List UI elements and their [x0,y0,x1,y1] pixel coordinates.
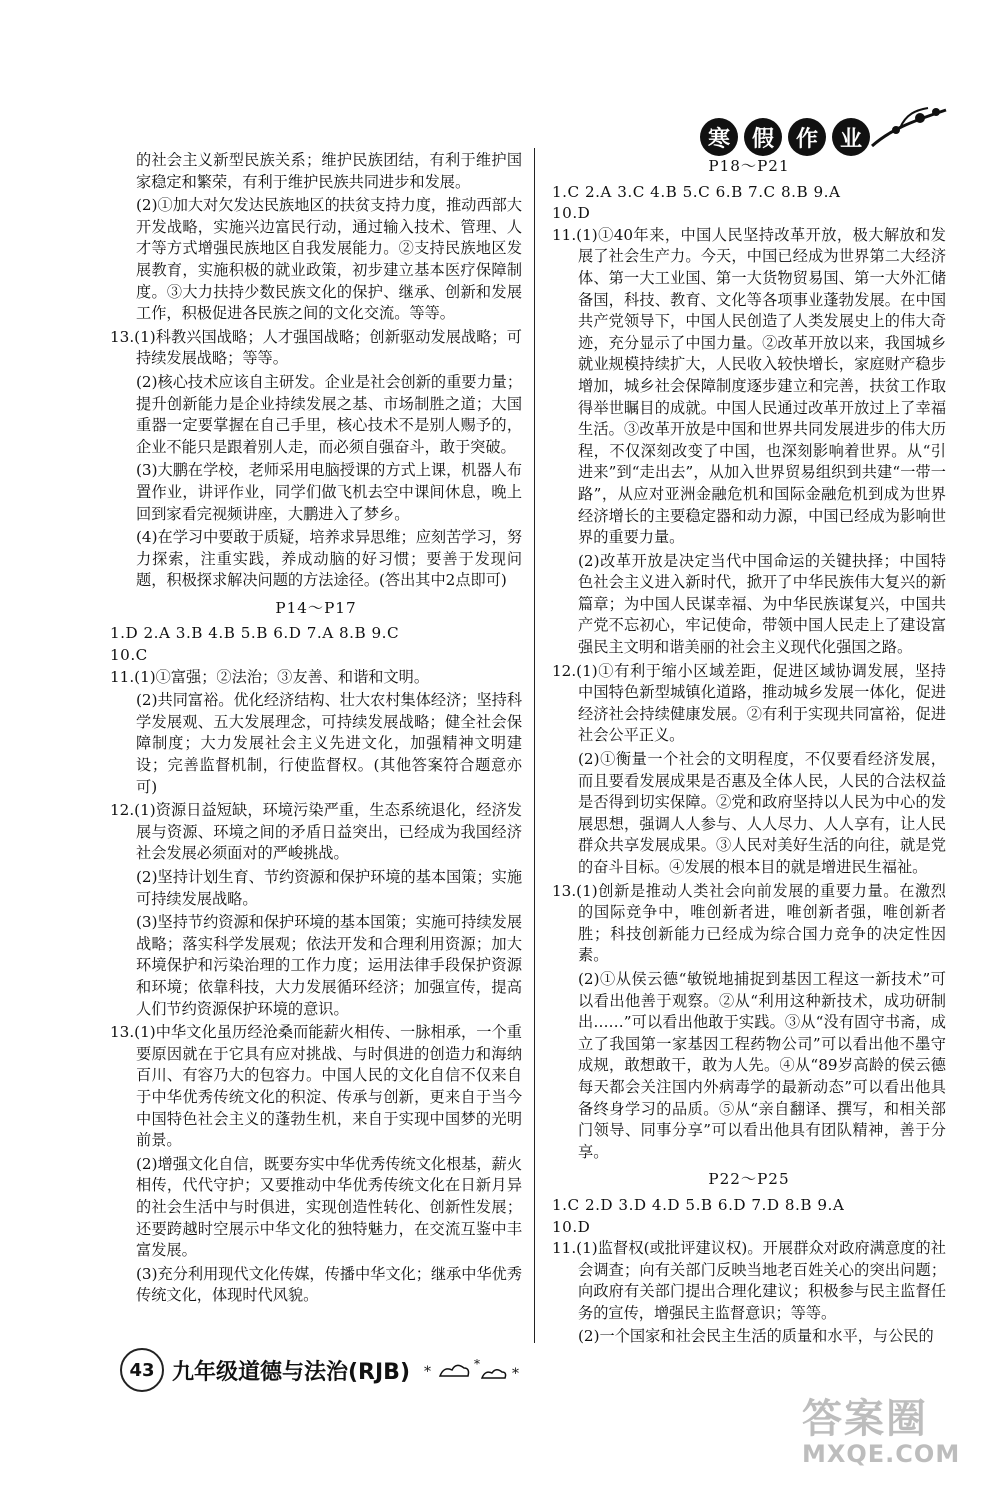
answer-paragraph: (2)核心技术应该自主研发。企业是社会创新的重要力量；提升创新能力是企业持续发展之基、市场制胜之道；大国重器一定要掌握在自己手里，核心技术不是别人赐予的，企业不能只是跟着别人走，而必须自强奋斗，敢于突破。 [136,372,523,456]
watermark [802,1387,978,1477]
answer-paragraph: (3)大鹏在学校，老师采用电脑授课的方式上课，机器人布置作业，讲评作业，同学们做飞机去空中课间休息，晚上回到家看完视频讲座，大鹏进入了梦乡。 [136,461,523,523]
answer-line: 1.D 2.A 3.B 4.B 5.B 6.D 7.A 8.B 9.C [110,624,400,643]
answer-paragraph: (2)一个国家和社会民主生活的质量和水平，与公民的 [578,1327,934,1346]
answer-paragraph: 13.(1)科教兴国战略；人才强国战略；创新驱动发展战略；可持续发展战略；等等。 [110,327,522,368]
plum-branch-icon [870,100,950,150]
answer-paragraph: 13.(1)创新是推动人类社会向前发展的重要力量。在激烈的国际竞争中，唯创新者进，唯创新者强，唯创新者胜；科技创新能力已经成为综合国力竞争的决定性因素。 [552,881,946,965]
cloud-decoration-icon [422,1356,532,1384]
watermark-url: MXQE.COM [802,1440,961,1468]
svg-text:*: * [512,1366,520,1382]
answer-paragraph: 11.(1)监督权(或批评建议权)。开展群众对政府满意度的社会调查；向有关部门反映当地老百姓关心的突出问题；向政府有关部门提出合理化建议；积极参与民主监督任务的宣传，增强民主监督意识；等等。 [552,1239,946,1322]
badge-char: 业 [832,118,870,156]
watermark-logo: 答案圈 [802,1396,928,1442]
answer-paragraph: 的社会主义新型民族关系；维护民族团结，有利于维护国家稳定和繁荣，有利于维护民族共同进步和发展。 [136,151,522,191]
answer-line: 10.C [110,646,148,665]
answer-line: 1.C 2.D 3.D 4.D 5.B 6.D 7.D 8.B 9.A [552,1195,845,1214]
answer-paragraph: (4)在学习中要敢于质疑，培养求异思维；应刻苦学习，努力探索，注重实践，养成动脑的好习惯；要善于发现问题，积极探求解决问题的方法途径。(答出其中2点即可) [136,528,523,590]
answer-paragraph: 11.(1)①富强；②法治；③友善、和谐和文明。 [110,667,430,686]
answer-paragraph: 11.(1)①40年来，中国人民坚持改革开放，极大解放和发展了社会生产力。今天，中国已经成为世界第二大经济体、第一大工业国、第一大货物贸易国、第一大外汇储备国，科技、教育、文化等各项事业蓬勃发展。在中国共产党领导下，中国人民创造了人类发展史上的伟大奇迹，充分显示了中国力量。②改革开放以来，我国城乡就业规模持续扩大，人民收入较快增长，家庭财产稳步增加，城乡社会保障制度逐步建立和完善，扶贫工作取得举世瞩目的成就。中国人民通过改革开放过上了幸福生活。③改革开放是中国和世界共同发展进步的伟大历程，不仅深刻改变了中国，也深刻影响着世界。从“引进来”到“走出去”，从加入世界贸易组织到共建“一带一路”，从应对亚洲金融危机和国际金融危机到成为世界经济增长的主要稳定器和动力源，中国已经成为影响世界的重要力量。 [552,225,946,547]
answer-paragraph: (2)①从侯云德“敏锐地捕捉到基因工程这一新技术”可以看出他善于观察。②从“利用这种新技术，成功研制出……”可以看出他敢于实践。③从“没有固守书斋，成立了我国第一家基因工程药物公司”可以看出他不墨守成规，敢想敢干，敢为人先。④从“89岁高龄的侯云德每天都会关注国内外病毒学的最新动态”可以看出他具备终身学习的品质。⑤从“亲自翻译、撰写，和相关部门领导、同事分享”可以看出他具有团队精神，善于分享。 [578,969,946,1161]
answer-paragraph: (2)①加大对欠发达民族地区的扶贫支持力度，推动西部大开发战略，实施兴边富民行动，通过输入技术、管理、人才等方式增强民族地区自我发展能力。②支持民族地区发展教育，实施积极的就业政策，初步建立基本医疗保障制度。③大力扶持少数民族文化的保护、继承、创新和发展工作，积极促进各民族之间的文化交流。等等。 [136,196,523,323]
answer-paragraph: (2)坚持计划生育、节约资源和保护环境的基本国策；实施可持续发展战略。 [136,868,523,908]
answer-paragraph: (3)充分利用现代文化传媒，传播中华文化；继承中华优秀传统文化，体现时代风貌。 [136,1264,523,1305]
answer-paragraph: (2)①衡量一个社会的文明程度，不仅要看经济发展，而且要看发展成果是否惠及全体人民，人民的合法权益是否得到切实保障。②党和政府坚持以人民为中心的发展思想，强调人人参与、人人尽力、人人享有，让人民群众共享发展成果。③人民对美好生活的向往，就是党的奋斗目标。④发展的根本目的就是增进民生福祉。 [578,750,946,876]
section-title: P22～P25 [708,1170,790,1189]
section-title: P18～P21 [708,157,790,175]
page-number: 43 [120,1348,164,1392]
answer-paragraph: (2)增强文化自信，既要夯实中华优秀传统文化根基，薪火相传，代代守护；又要推动中华优秀传统文化在日新月异的社会生活中与时俱进，实现创造性转化、创新性发展；还要跨越时空展示中华文化的独特魅力，在交流互鉴中丰富发展。 [136,1154,523,1260]
badge-char: 寒 [700,118,738,156]
badge-char: 假 [744,118,782,156]
svg-text:*: * [474,1357,481,1371]
answer-paragraph: (2)改革开放是决定当代中国命运的关键抉择；中国特色社会主义进入新时代，掀开了中华民族伟大复兴的新篇章；为中国人民谋幸福、为中华民族谋复兴，中国共产党不忘初心，牢记使命，带领中国人民走上了建设富强民主文明和谐美丽的社会主义现代化强国之路。 [578,551,946,657]
answer-line: 1.C 2.A 3.C 4.B 5.C 6.B 7.C 8.B 9.A [552,182,841,201]
answer-paragraph: 12.(1)资源日益短缺，环境污染严重，生态系统退化，经济发展与资源、环境之间的矛盾日益突出，已经成为我国经济社会发展必须面对的严峻挑战。 [110,801,522,863]
book-title: 九年级道德与法治(RJB) [172,1359,411,1385]
column-divider [534,148,535,1343]
page-footer [120,1350,560,1390]
left-column [110,150,522,1309]
answer-paragraph: 12.(1)①有利于缩小区域差距，促进区域协调发展，坚持中国特色新型城镇化道路，推动城乡发展一体化，促进经济社会持续健康发展。②有利于实现共同富裕，促进社会公平正义。 [552,661,946,745]
section-title: P14～P17 [275,598,357,617]
answer-line: 10.D [552,1217,591,1236]
answer-paragraph: (2)共同富裕。优化经济结构、壮大农村集体经济；坚持科学发展观、五大发展理念，可持续发展战略；健全社会保障制度；大力发展社会主义先进文化，加强精神文明建设；完善监督机制，行使监督权。(其他答案符合题意亦可) [136,691,523,796]
right-column [552,150,946,1350]
svg-text:*: * [424,1364,432,1380]
badge-char: 作 [788,118,826,156]
answer-paragraph: 13.(1)中华文化虽历经沧桑而能薪火相传、一脉相承，一个重要原因就在于它具有应对挑战、与时俱进的创造力和海纳百川、有容乃大的包容力。中国人民的文化自信不仅来自于中华优秀传统文化的积淀、传承与创新，更来自于当今中国特色社会主义的蓬勃生机，来自于实现中国梦的光明前景。 [110,1023,522,1150]
answer-paragraph: (3)坚持节约资源和保护环境的基本国策；实施可持续发展战略；落实科学发展观；依法开发和合理利用资源；加大环境保护和污染治理的工作力度；运用法律手段保护资源和环境；依靠科技，大力发展循环经济；加强宣传，提高人们节约资源保护环境的意识。 [136,913,523,1018]
answer-line: 10.D [552,204,591,223]
